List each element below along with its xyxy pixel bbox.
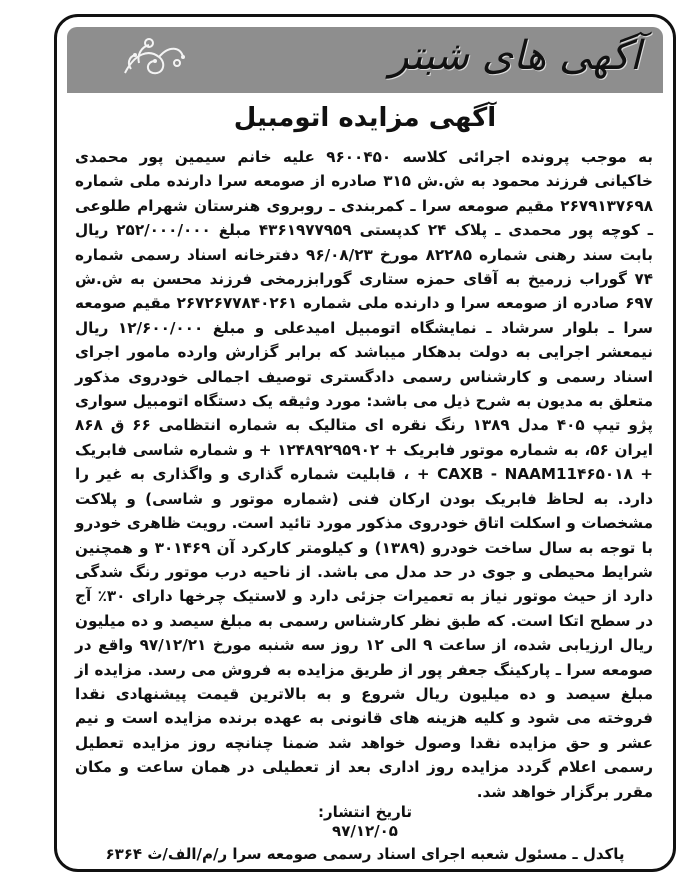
- header-banner: [67, 27, 663, 93]
- notice-paragraph: به موجب پرونده اجرائی کلاسه ۹۶۰۰۴۵۰ علیه خانم سیمین پور محمدی خاکیانی فرزند محمود به ش.ش ۳۱۵ صادره از صومعه سرا دارنده ملی شماره ۲۶۷۹۱۳۷۶۹۸ مقیم صومعه سرا ـ کمربندی ـ روبروی هنرستان شهرام طلوعی ـ کوچه پور محمدی ـ پلاک ۲۴ کدپستی ۴۳۶۱۹۷۷۹۵۹ مبلغ ۲۵۲/۰۰۰/۰۰۰ ریال بابت سند رهنی شماره ۸۲۲۸۵ مورخ ۹۶/۰۸/۲۳ دفترخانه اسناد رسمی شماره ۷۴ گوراب زرمیخ به آقای حمزه ستاری گورابزرمخی فرزند محسن به ش.ش ۶۹۷ صادره از صومعه سرا و دارنده ملی شماره ۲۶۷۲۶۷۷۸۴۰۲۶۱ مقیم صومعه سرا ـ بلوار سرشاد ـ نمایشگاه اتومبیل امیدعلی و مبلغ ۱۲/۶۰۰/۰۰۰ ریال نیمعشر اجرایی به دولت بدهکار میباشد که برابر گزارش وارده مامور اجرای اسناد رسمی و کارشناس رسمی دادگستری توصیف اجمالی خودروی مذکور متعلق به مدیون به شرح ذیل می باشد: مورد وثیقه یک دستگاه اتومبیل سواری پژو تیپ ۴۰۵ مدل ۱۳۸۹ رنگ نقره ای متالیک به شماره انتظامی ۶۶ ق ۸۶۸ ایران ۵۶، به شماره موتور فابریک + ۱۲۴۸۹۲۹۵۹۰۲ + و شماره شاسی فابریک + CAXB - NAAM11۴۶۵۰۱۸ + ، قابلیت شماره گذاری و واگذاری به غیر را دارد. به لحاظ فابریک بودن ارکان فنی (شماره موتور و شاسی) و پلاکت مشخصات و اسکلت اتاق خودروی مذکور مورد تائید است. رویت ظاهری خودرو با توجه به سال ساخت خودرو (۱۳۸۹) و کیلومتر کارکرد آن ۳۰۱۴۶۹ و همچنین شرایط محیطی و جوی در حد مدل می باشد. از ناحیه درب موتور رنگ شدگی دارد از حیث موتور نیاز به تعمیرات جزئی دارد و لاستیک چرخها دارای ۳۰٪ آج در سطح اتکا است. که طبق نظر کارشناس رسمی به مبلغ سیصد و ده میلیون ریال ارزیابی شده، از ساعت ۹ الی ۱۲ روز سه شنبه مورخ ۹۷/۱۲/۲۱ واقع در صومعه سرا ـ پارکینگ جعفر پور از طریق مزایده به فروش می رسد. مزایده از مبلغ سیصد و ده میلیون ریال شروع و به بالاترین قیمت پیشنهادی نقدا فروخته می شود و کلیه هزینه های قانونی به عهده برنده مزایده است و نیم عشر و حق مزایده نقدا وصول خواهد شد ضمنا چنانچه روز مزایده تعطیل رسمی اعلام گردد مزایده روز اداری بعد از تعطیلی در همان ساعت و مکان مقرر برگزار خواهد شد.: [75, 148, 654, 801]
- signature-line: پاکدل ـ مسئول شعبه اجرای اسناد رسمی صومعه سرا ر/م/الف/ث ۶۳۶۴: [105, 845, 625, 863]
- floral-ornament-icon: [119, 33, 189, 87]
- notice-body: [75, 145, 653, 804]
- brand-title: آگهی های شبتر: [389, 33, 641, 79]
- publication-date-label: تاریخ انتشار:: [318, 803, 412, 821]
- notice-frame: [54, 14, 676, 872]
- notice-title: آگهی مزایده اتومبیل: [233, 103, 497, 133]
- publication-date-value: ۹۷/۱۲/۰۵: [332, 822, 398, 840]
- publication-date: [67, 803, 663, 841]
